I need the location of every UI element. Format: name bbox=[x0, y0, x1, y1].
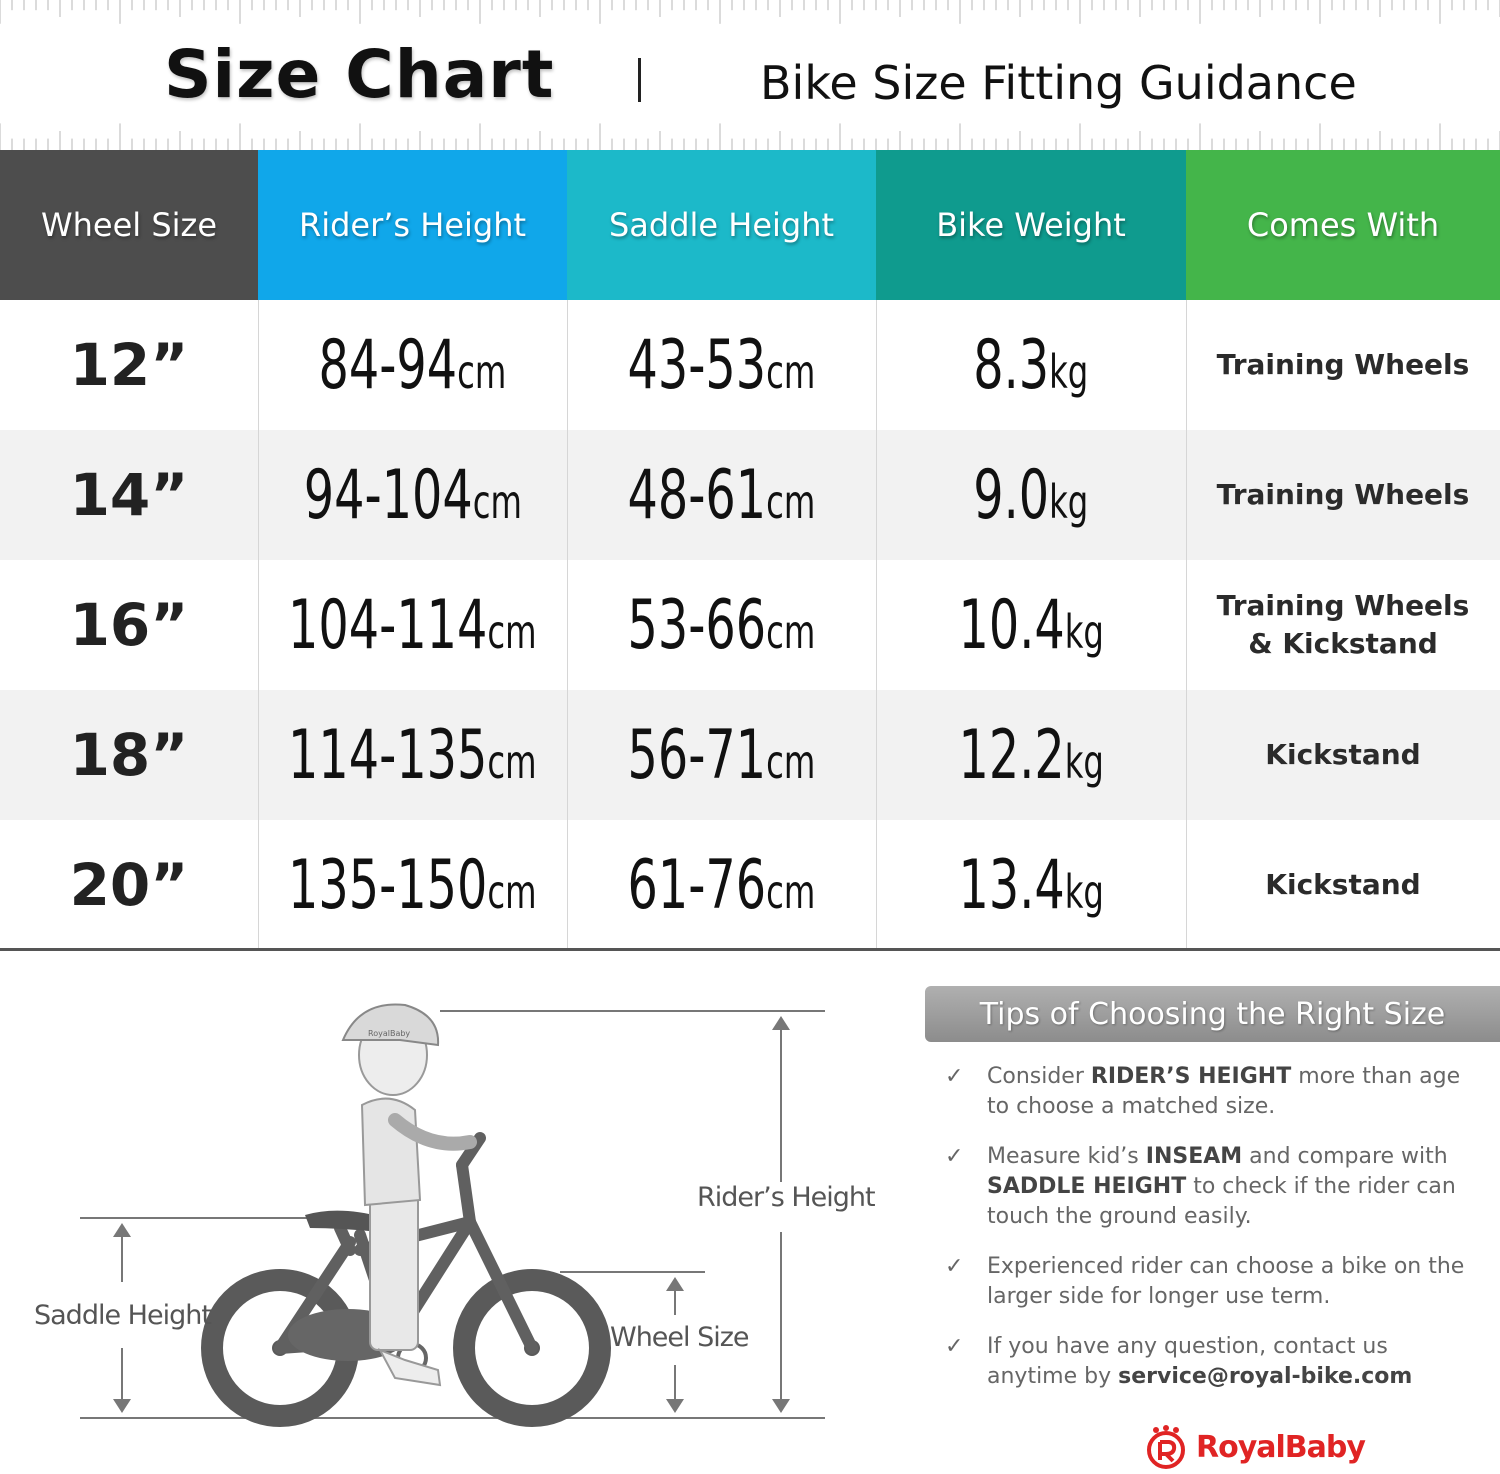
column-divider bbox=[258, 300, 259, 950]
wheel-size-cell: 14” bbox=[69, 461, 189, 529]
table-row bbox=[0, 690, 1500, 820]
wheel-size-cell: 16” bbox=[69, 591, 189, 659]
unit: cm bbox=[487, 604, 537, 659]
unit: kg bbox=[1064, 604, 1104, 659]
tip-emphasis: RIDER’S HEIGHT bbox=[1090, 1064, 1292, 1089]
title-divider bbox=[638, 58, 641, 102]
bike-weight-value: 12.2 bbox=[958, 715, 1065, 795]
riders-height-cell bbox=[258, 300, 567, 430]
bike-weight-value: 13.4 bbox=[958, 845, 1065, 925]
bike-weight-value: 10.4 bbox=[958, 585, 1065, 665]
size-table bbox=[0, 150, 1500, 950]
header bbox=[0, 0, 1500, 150]
check-icon: ✓ bbox=[945, 1064, 964, 1089]
tip-text: Consider bbox=[987, 1064, 1091, 1089]
unit: cm bbox=[766, 604, 816, 659]
wheel-size-cell: 20” bbox=[69, 851, 189, 919]
check-icon: ✓ bbox=[945, 1144, 964, 1169]
riders-height-cell bbox=[258, 690, 567, 820]
column-divider bbox=[876, 300, 877, 950]
tip-text: to check if the rider can touch the ground easily. bbox=[987, 1174, 1456, 1229]
comes-with-text: Training Wheels bbox=[1216, 348, 1470, 381]
tip-item bbox=[945, 1332, 1485, 1392]
tips-title: Tips of Choosing the Right Size bbox=[925, 986, 1500, 1042]
saddle-height-label: Saddle Height bbox=[34, 1300, 211, 1331]
bike-weight-cell bbox=[876, 300, 1186, 430]
comes-with-text: Kickstand bbox=[1265, 868, 1421, 901]
table-row bbox=[0, 300, 1500, 430]
tip-text: more than age to choose a matched size. bbox=[987, 1064, 1461, 1119]
page-title: Size Chart bbox=[164, 36, 555, 113]
comes-with-cell bbox=[1186, 430, 1500, 560]
bike-weight-value: 8.3 bbox=[973, 325, 1050, 405]
bike-weight-value: 9.0 bbox=[973, 455, 1050, 535]
bike-weight-cell bbox=[876, 430, 1186, 560]
unit: kg bbox=[1049, 344, 1089, 399]
table-row bbox=[0, 430, 1500, 560]
saddle-height-value: 56-71 bbox=[627, 715, 767, 795]
saddle-height-cell bbox=[567, 820, 876, 950]
tip-text: If you have any question, contact us anytime by bbox=[987, 1334, 1388, 1389]
saddle-height-value: 43-53 bbox=[627, 325, 767, 405]
table-row bbox=[0, 560, 1500, 690]
measurement-lines bbox=[80, 1011, 825, 1418]
tip-body bbox=[987, 1252, 1477, 1312]
riders-height-cell bbox=[258, 820, 567, 950]
comes-with-cell bbox=[1186, 560, 1500, 690]
unit: kg bbox=[1064, 864, 1104, 919]
check-icon: ✓ bbox=[945, 1334, 964, 1359]
saddle-height-value: 48-61 bbox=[627, 455, 767, 535]
page-subtitle: Bike Size Fitting Guidance bbox=[760, 56, 1357, 110]
saddle-height-cell bbox=[567, 690, 876, 820]
table-header bbox=[0, 150, 1500, 300]
saddle-height-cell bbox=[567, 560, 876, 690]
unit: cm bbox=[766, 344, 816, 399]
table-row bbox=[0, 820, 1500, 950]
check-icon: ✓ bbox=[945, 1254, 964, 1279]
tip-text: Experienced rider can choose a bike on the larger side for longer use term. bbox=[987, 1254, 1465, 1309]
comes-with-text: Kickstand bbox=[1265, 738, 1421, 771]
column-divider bbox=[567, 300, 568, 950]
unit: cm bbox=[487, 864, 537, 919]
comes-with-text: Training Wheels bbox=[1216, 589, 1470, 622]
riders-height-cell bbox=[258, 430, 567, 560]
riders-height-value: 94-104 bbox=[303, 455, 473, 535]
saddle-height-value: 53-66 bbox=[627, 585, 767, 665]
unit: cm bbox=[472, 474, 522, 529]
riders-height-label: Rider’s Height bbox=[697, 1182, 875, 1213]
wheel-size-cell: 12” bbox=[69, 331, 189, 399]
tip-emphasis: INSEAM bbox=[1145, 1144, 1243, 1169]
column-header-wheel-size: Wheel Size bbox=[0, 150, 258, 300]
riders-height-value: 135-150 bbox=[288, 845, 488, 925]
column-divider bbox=[1186, 300, 1187, 950]
comes-with-text: & Kickstand bbox=[1248, 627, 1438, 660]
brand-logo bbox=[1142, 1424, 1372, 1470]
brand-name: RoyalBaby bbox=[1196, 1430, 1365, 1465]
unit: cm bbox=[766, 864, 816, 919]
bike-weight-cell bbox=[876, 690, 1186, 820]
tips-list bbox=[945, 1062, 1485, 1412]
ruler-top bbox=[0, 0, 1500, 34]
tip-body bbox=[987, 1142, 1477, 1232]
riders-height-value: 114-135 bbox=[288, 715, 488, 795]
wheel-size-label: Wheel Size bbox=[610, 1322, 749, 1353]
tip-text: Measure kid’s bbox=[987, 1144, 1146, 1169]
unit: kg bbox=[1064, 734, 1104, 789]
unit: cm bbox=[766, 474, 816, 529]
ruler-bottom bbox=[0, 112, 1500, 150]
column-header-riders-height: Rider’s Height bbox=[258, 150, 567, 300]
unit: kg bbox=[1049, 474, 1089, 529]
helmet-text: RoyalBaby bbox=[368, 1029, 411, 1038]
saddle-height-value: 61-76 bbox=[627, 845, 767, 925]
saddle-height-cell bbox=[567, 300, 876, 430]
tip-emphasis: SADDLE HEIGHT bbox=[987, 1174, 1187, 1199]
bike-weight-cell bbox=[876, 560, 1186, 690]
column-header-saddle-height: Saddle Height bbox=[567, 150, 876, 300]
bike-fit-diagram bbox=[0, 960, 900, 1460]
wheel-size-cell: 18” bbox=[69, 721, 189, 789]
unit: cm bbox=[487, 734, 537, 789]
tip-item bbox=[945, 1062, 1485, 1122]
saddle-height-cell bbox=[567, 430, 876, 560]
unit: cm bbox=[457, 344, 507, 399]
comes-with-cell bbox=[1186, 820, 1500, 950]
unit: cm bbox=[766, 734, 816, 789]
bike-weight-cell bbox=[876, 820, 1186, 950]
comes-with-cell bbox=[1186, 690, 1500, 820]
riders-height-cell bbox=[258, 560, 567, 690]
tip-item bbox=[945, 1252, 1485, 1312]
table-bottom-rule bbox=[0, 948, 1500, 951]
royalbaby-crown-icon bbox=[1142, 1424, 1190, 1470]
table-body bbox=[0, 300, 1500, 950]
tip-emphasis: service@royal-bike.com bbox=[1118, 1364, 1413, 1389]
riders-height-value: 84-94 bbox=[318, 325, 458, 405]
column-header-comes-with: Comes With bbox=[1186, 150, 1500, 300]
riders-height-value: 104-114 bbox=[288, 585, 488, 665]
comes-with-text: Training Wheels bbox=[1216, 478, 1470, 511]
column-header-bike-weight: Bike Weight bbox=[876, 150, 1186, 300]
tip-body bbox=[987, 1332, 1477, 1392]
tip-item bbox=[945, 1142, 1485, 1232]
tip-body bbox=[987, 1062, 1477, 1122]
tip-text: and compare with bbox=[1242, 1144, 1448, 1169]
comes-with-cell bbox=[1186, 300, 1500, 430]
